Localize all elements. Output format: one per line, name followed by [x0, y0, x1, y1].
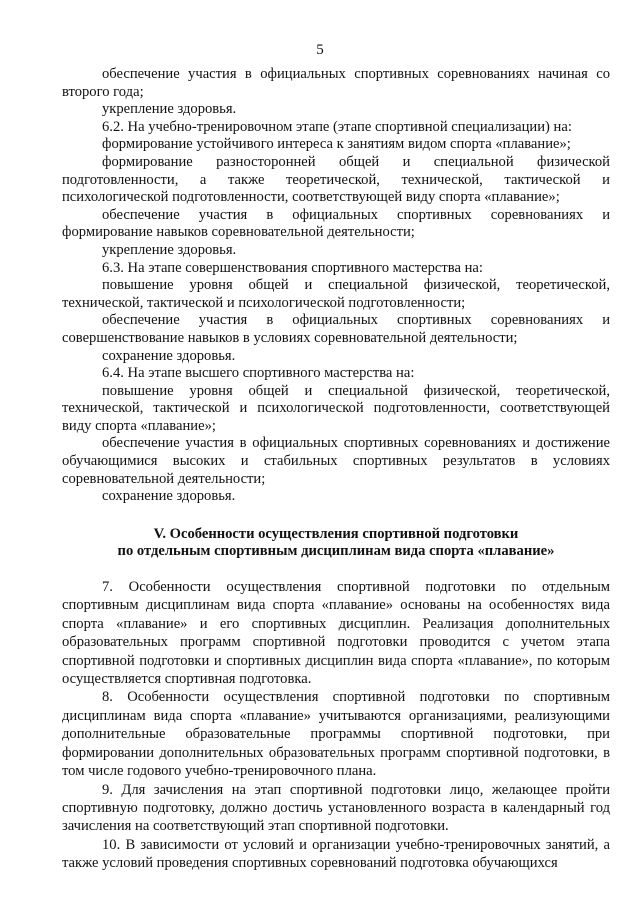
paragraph: 7. Особенности осуществления спортивной подготовки по отдельным спортивным дисциплинам вида спорта «плавание» основаны на особенностях вида спорта «плавание» и его спортивных дисциплин. Реализация дополнительных образовательных программ спортивной подготовки проводится с учетом этапа спортивной подготовки и спортивных дисциплин вида спорта «плавание», по которым осуществляется спортивная подготовка.	[62, 579, 610, 688]
section-features	[62, 578, 610, 873]
paragraph: обеспечение участия в официальных спортивных соревнованиях начиная со второго года;	[62, 66, 610, 100]
paragraph: повышение уровня общей и специальной физической, теоретической, технической, тактической и психологической подготовленности, соответствующей виду спорта «плавание»;	[62, 382, 610, 434]
paragraph: 6.4. На этапе высшего спортивного мастерства на:	[102, 365, 415, 382]
page-number: 5	[316, 42, 324, 58]
section-heading-line2: по отдельным спортивным дисциплинам вида спорта «плавание»	[117, 543, 555, 560]
paragraph: формирование устойчивого интереса к занятиям видом спорта «плавание»;	[102, 136, 571, 153]
paragraph: формирование разносторонней общей и специальной физической подготовленности, а также теоретической, технической, тактической и психологической подготовленности, соответствующей виду спорта «плавание»;	[62, 153, 610, 206]
paragraph: 6.2. На учебно-тренировочном этапе (этапе спортивной специализации) на:	[102, 118, 572, 135]
paragraph: повышение уровня общей и специальной физической, теоретической, технической, тактической и психологической подготовленности;	[62, 277, 610, 311]
section-goals	[62, 66, 610, 506]
section-heading-line1: V. Особенности осуществления спортивной подготовки	[153, 525, 519, 542]
paragraph: 10. В зависимости от условий и организации учебно-тренировочных занятий, а также условий проведения спортивных соревнований подготовка обучающихся	[62, 836, 610, 872]
section-heading	[62, 526, 610, 561]
paragraph: укрепление здоровья.	[102, 241, 237, 258]
paragraph: сохранение здоровья.	[102, 488, 236, 505]
paragraph: обеспечение участия в официальных спортивных соревнованиях и достижение обучающимися высоких и стабильных спортивных результатов в условиях соревновательной деятельности;	[62, 435, 610, 487]
paragraph: сохранение здоровья.	[102, 347, 236, 364]
paragraph: укрепление здоровья.	[102, 101, 237, 118]
paragraph: 8. Особенности осуществления спортивной подготовки по спортивным дисциплинам вида спорта «плавание» учитываются организациями, реализующими дополнительные образовательные программы спортивной подготовки, при формировании дополнительных образовательных программ спортивной подготовки, в том числе годового учебно-тренировочного плана.	[62, 689, 610, 780]
paragraph: 6.3. На этапе совершенствования спортивного мастерства на:	[102, 259, 483, 276]
paragraph: обеспечение участия в официальных спортивных соревнованиях и совершенствование навыков в условиях соревновательной деятельности;	[62, 312, 610, 346]
document-body	[62, 66, 610, 873]
paragraph: обеспечение участия в официальных спортивных соревнованиях и формирование навыков соревновательной деятельности;	[62, 206, 610, 241]
paragraph: 9. Для зачисления на этап спортивной подготовки лицо, желающее пройти спортивную подготовку, должно достичь установленного возраста в календарный год зачисления на соответствующий этап спортивной подготовки.	[62, 781, 610, 835]
